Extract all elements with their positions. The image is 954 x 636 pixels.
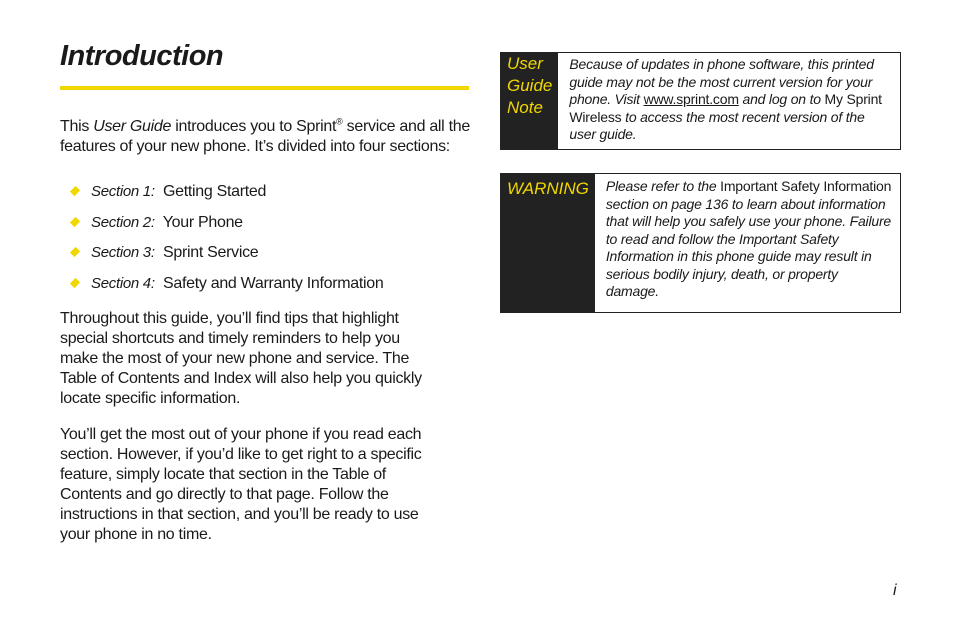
warning-box xyxy=(500,173,901,313)
list-item xyxy=(60,242,383,273)
intro-paragraph xyxy=(60,117,470,157)
note-label: User Guide Note xyxy=(501,53,558,149)
sprint-website-link[interactable]: www.sprint.com xyxy=(643,91,739,107)
intro-mid: introduces you to Sprint xyxy=(171,118,337,135)
diamond-bullet-icon xyxy=(70,217,80,227)
section-label: Section 2: xyxy=(91,213,155,231)
title-divider xyxy=(60,86,469,90)
section-name: Your Phone xyxy=(162,213,243,231)
note-text-1: Because of updates in phone software, this printed guide may not be the most current version for your phone. Visit xyxy=(569,56,874,107)
note-text-2: and log on to xyxy=(738,91,825,107)
intro-user-guide: User Guide xyxy=(93,118,172,135)
usage-paragraph: You’ll get the most out of your phone if you read each section. However, if you’d like to get right to a specific feature, simply locate that section in the Table of Contents and go directly to that page. Follow the instructions in that section, and you’ll be ready to use your phone in no time. xyxy=(60,426,422,543)
section-name: Sprint Service xyxy=(163,244,259,262)
intro-pre: This xyxy=(60,118,94,135)
intro-post: service and all the features of your new phone. It’s divided into four sections: xyxy=(60,118,470,155)
diamond-bullet-icon xyxy=(70,247,80,257)
section-name: Getting Started xyxy=(163,183,267,200)
warning-text-1: Please refer to the xyxy=(605,178,721,194)
page-number: i xyxy=(893,582,897,599)
section-label: Section 3: xyxy=(91,244,155,262)
important-safety-information: Important Safety Information xyxy=(720,178,892,194)
section-label: Section 4: xyxy=(91,274,155,292)
list-item xyxy=(60,212,383,243)
section-name: Safety and Warranty Information xyxy=(163,274,384,292)
my-sprint-wireless: My Sprint Wireless xyxy=(569,91,882,125)
section-label: Section 1: xyxy=(91,183,155,200)
note-text xyxy=(558,53,900,149)
warning-text-2: section on page 136 to learn about information that will help you safely use your phone. Failure to read and follow the Important Safety Information in this phone guide may result in serious bodily injury, death, or property damage. xyxy=(605,195,892,299)
diamond-bullet-icon xyxy=(70,278,80,288)
note-text-3: to access the most recent version of the user guide. xyxy=(569,108,865,142)
diamond-bullet-icon xyxy=(70,186,80,196)
warning-label: WARNING xyxy=(501,174,595,312)
list-item xyxy=(60,273,383,304)
list-item xyxy=(60,181,383,212)
registered-mark: ® xyxy=(336,116,343,127)
section-list xyxy=(60,181,383,303)
tips-paragraph: Throughout this guide, you’ll find tips that highlight special shortcuts and timely reminders to help you make the most of your new phone and service. The Table of Contents and Index will also help you quickly locate specific information. xyxy=(60,310,422,407)
warning-text xyxy=(595,174,900,312)
page-title: Introduction xyxy=(60,40,224,72)
user-guide-note-box xyxy=(500,52,901,150)
